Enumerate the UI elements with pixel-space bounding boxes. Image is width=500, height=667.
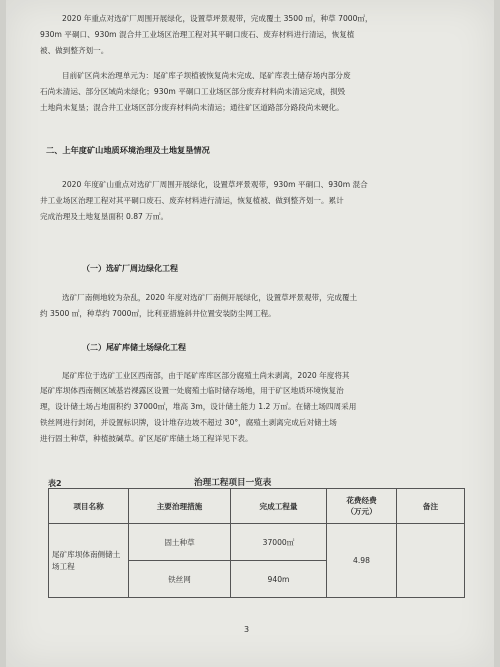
cell-project-name: 尾矿库坝体南侧储土场工程 <box>49 524 129 598</box>
paragraph-line: 井工业场区治理工程对其平硐口废石、废弃材料进行清运，恢复植被、做到整齐划一。累计 <box>40 196 344 205</box>
header-cost: 花费经费 （万元） <box>327 489 397 524</box>
document-page <box>6 0 494 667</box>
paragraph-line: 目前矿区尚未治理单元为：尾矿库子坝植被恢复尚未完成、尾矿库表土储存场内部分废 <box>62 71 351 80</box>
header-quantity: 完成工程量 <box>231 489 327 524</box>
paragraph-line: 被、做到整齐划一。 <box>40 46 109 55</box>
table-title: 治理工程项目一览表 <box>194 478 272 488</box>
cell-remark <box>397 524 465 598</box>
paragraph-line: 约 3500 ㎡，种草约 7000㎡，比利亚措施斜井位置安装防尘网工程。 <box>40 309 276 318</box>
cell-measure: 铁丝网 <box>129 561 231 598</box>
section-heading: 二、上年度矿山地质环境治理及土地复垦情况 <box>46 145 210 155</box>
paragraph-line: 2020 年度矿山重点对选矿厂周围开展绿化，设置草坪景观带，930m 平硐口、930m 混合 <box>62 180 368 189</box>
paragraph-line: 选矿厂南侧地较为杂乱，2020 年度对选矿厂南侧开展绿化，设置草坪景观带，完成覆土 <box>62 293 358 302</box>
paragraph-line: 土地尚未复垦；混合井工业场区部分废弃材料尚未清运；通往矿区道路部分路段尚未硬化。 <box>40 103 344 112</box>
cell-quantity: 37000㎡ <box>231 524 327 561</box>
project-table <box>48 488 465 598</box>
paragraph-line: 2020 年重点对选矿厂周围开展绿化，设置草坪景观带，完成覆土 3500 ㎡，种草 7000㎡， <box>62 14 373 23</box>
table-row <box>49 524 465 561</box>
paragraph-line: 进行固土种草，种植披碱草。矿区尾矿库储土场工程详见下表。 <box>40 434 253 443</box>
table-label: 表2 <box>48 479 62 488</box>
page-number: 3 <box>244 625 250 634</box>
cell-quantity: 940m <box>231 561 327 598</box>
table-header-row <box>49 489 465 524</box>
cell-cost: 4.98 <box>327 524 397 598</box>
cell-measure: 固土种草 <box>129 524 231 561</box>
subsection-heading: （二）尾矿库储土场绿化工程 <box>82 343 186 352</box>
paragraph-line: 完成治理及土地复垦面积 0.87 万㎡。 <box>40 212 169 221</box>
paragraph-line: 铁丝网进行封闭，并设置标识牌，设计堆存边坡不超过 30°，腐殖土剥离完成后对储土场 <box>40 418 337 427</box>
paragraph-line: 尾矿库坝体西南侧区域基岩裸露区设置一处腐殖土临时储存场地，用于矿区地质环境恢复治 <box>40 386 344 395</box>
paragraph-line: 尾矿库位于选矿工业区西南部，由于尾矿库库区部分腐殖土尚未剥离，2020 年度将其 <box>62 371 350 380</box>
header-project-name: 项目名称 <box>49 489 129 524</box>
paragraph-line: 石尚未清运、部分区域尚未绿化；930m 平硐口工业场区部分废弃材料尚未清运完成，损毁 <box>40 87 346 96</box>
paragraph-line: 理，设计储土场占地面积约 37000㎡，堆高 3m，设计储土能力 1.2 万㎡。在储土场四周采用 <box>40 402 357 411</box>
header-measure: 主要治理措施 <box>129 489 231 524</box>
paragraph-line: 930m 平硐口、930m 混合井工业场区治理工程对其平硐口废石、废弃材料进行清运，恢复植 <box>40 30 355 39</box>
subsection-heading: （一）选矿厂周边绿化工程 <box>82 264 178 273</box>
header-remark: 备注 <box>397 489 465 524</box>
